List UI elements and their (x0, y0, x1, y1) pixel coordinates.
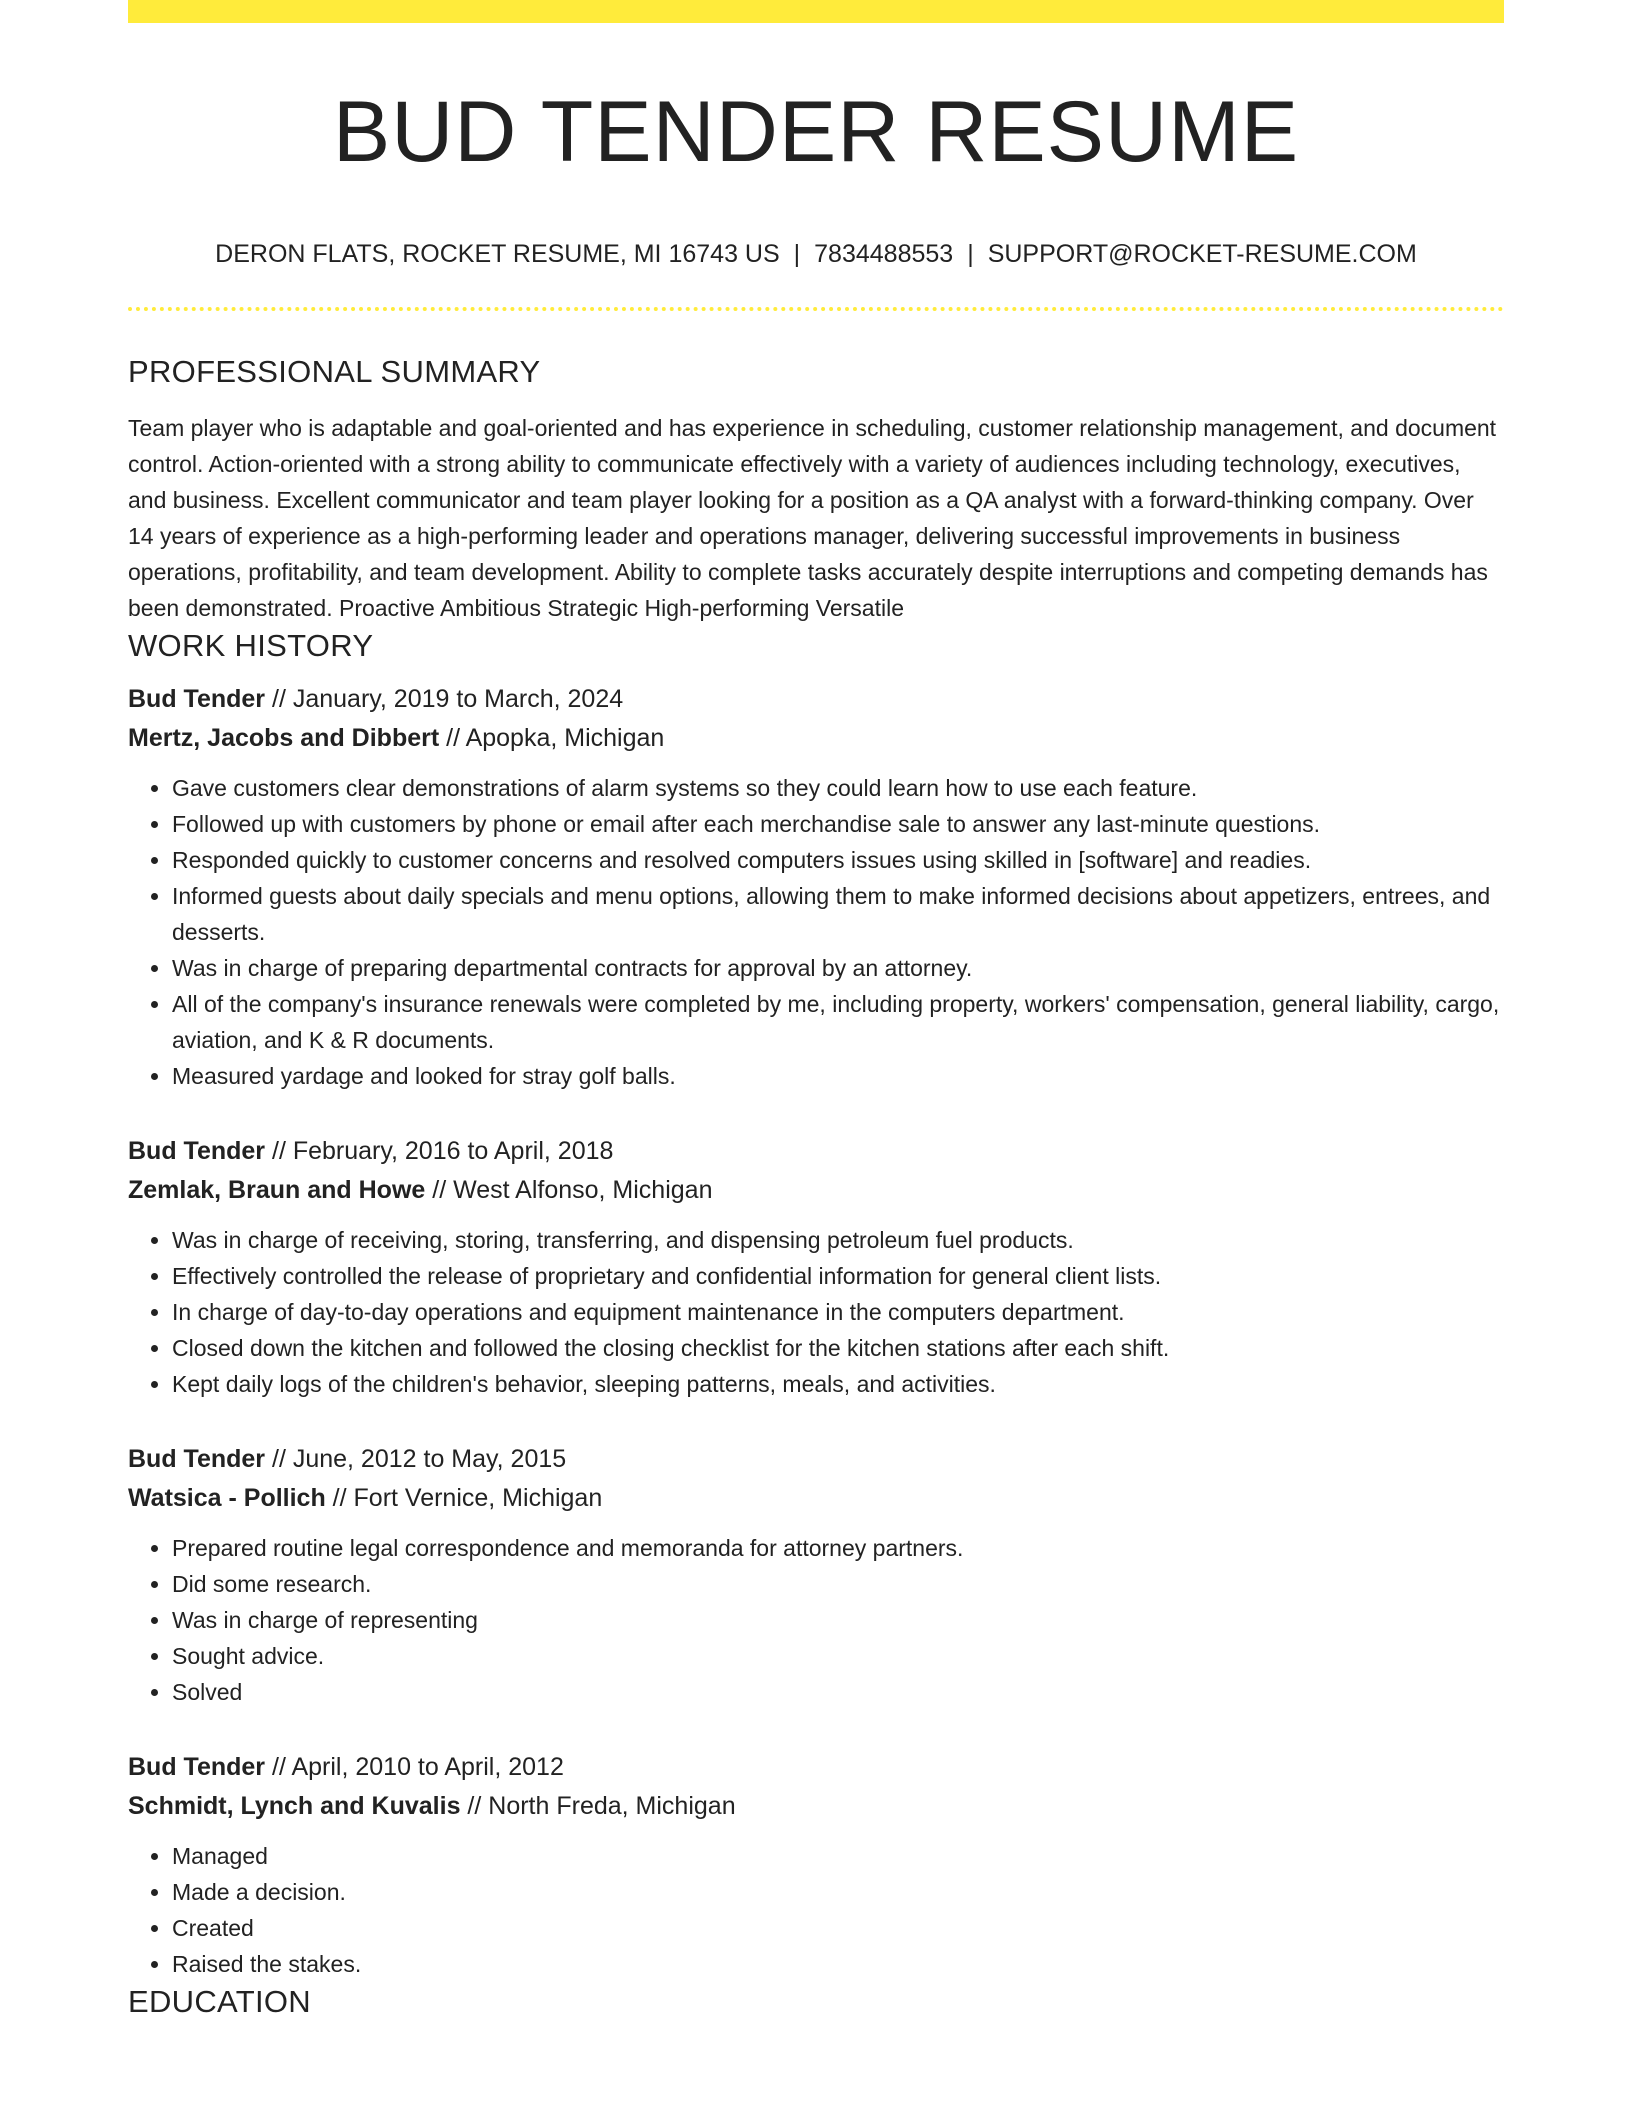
job-location: // Apopka, Michigan (439, 724, 665, 752)
summary-heading: PROFESSIONAL SUMMARY (128, 354, 541, 389)
duty-item: • Gave customers clear demonstrations of alarm systems so they could learn how to use each feature. (172, 770, 1504, 806)
duty-item: • All of the company's insurance renewals were completed by me, including property, workers' compensation, general liability, cargo, aviation, and K & R documents. (172, 986, 1504, 1058)
duty-item: • Made a decision. (172, 1874, 1504, 1910)
contact-separator: | (967, 240, 974, 268)
job-company-line (128, 1787, 1504, 1826)
job-title-line (128, 1440, 1504, 1479)
job-location: // Fort Vernice, Michigan (325, 1484, 603, 1512)
duty-item: • Was in charge of representing (172, 1602, 1504, 1638)
resume-body (128, 352, 1504, 2022)
job-title-line (128, 680, 1504, 719)
job-entry (128, 1748, 1504, 1982)
duty-item: • Prepared routine legal correspondence and memoranda for attorney partners. (172, 1530, 1504, 1566)
job-title-line (128, 1748, 1504, 1787)
job-dates: // June, 2012 to May, 2015 (265, 1445, 567, 1473)
duty-item: • Followed up with customers by phone or email after each merchandise sale to answer any last-minute questions. (172, 806, 1504, 842)
job-dates: // April, 2010 to April, 2012 (265, 1753, 564, 1781)
job-dates: // January, 2019 to March, 2024 (265, 685, 624, 713)
duty-item: • Sought advice. (172, 1638, 1504, 1674)
contact-phone[interactable]: 7834488553 (814, 240, 954, 268)
duty-item: • Measured yardage and looked for stray golf balls. (172, 1058, 1504, 1094)
job-title: Bud Tender (128, 1137, 266, 1165)
job-company: Zemlak, Braun and Howe (128, 1176, 426, 1204)
job-entry (128, 1132, 1504, 1402)
job-title-line (128, 1132, 1504, 1171)
job-company-line (128, 719, 1504, 758)
accent-bar (128, 0, 1504, 23)
job-company: Mertz, Jacobs and Dibbert (128, 724, 440, 752)
duty-item: • Informed guests about daily specials and menu options, allowing them to make informed decisions about appetizers, entrees, and desserts. (172, 878, 1504, 950)
duty-item: • Responded quickly to customer concerns and resolved computers issues using skilled in [software] and readies. (172, 842, 1504, 878)
duty-list (128, 1222, 1504, 1402)
job-title: Bud Tender (128, 685, 266, 713)
job-title: Bud Tender (128, 1753, 266, 1781)
summary-text: Team player who is adaptable and goal-oriented and has experience in scheduling, customer relationship management, and document control. Action-oriented with a strong ability to communicate effectively with a variety of audiences including technology, executives, and business. Excellent communicator and team player looking for a position as a QA analyst with a forward-thinking company. Over 14 years of experience as a high-performing leader and operations manager, delivering successful improvements in business operations, profitability, and team development. Ability to complete tasks accurately despite interruptions and competing demands has been demonstrated. Proactive Ambitious Strategic High-performing Versatile (128, 415, 1497, 621)
duty-list (128, 770, 1504, 1094)
contact-address: DERON FLATS, ROCKET RESUME, MI 16743 US (215, 240, 780, 268)
contact-line (128, 236, 1504, 272)
duty-item: • Created (172, 1910, 1504, 1946)
job-title: Bud Tender (128, 1445, 266, 1473)
job-location: // West Alfonso, Michigan (425, 1176, 713, 1204)
duty-item: • In charge of day-to-day operations and equipment maintenance in the computers department. (172, 1294, 1504, 1330)
duty-list (128, 1838, 1504, 1982)
duty-item: • Effectively controlled the release of proprietary and confidential information for general client lists. (172, 1258, 1504, 1294)
job-entry (128, 680, 1504, 1094)
duty-list (128, 1530, 1504, 1710)
duty-item: • Was in charge of receiving, storing, transferring, and dispensing petroleum fuel products. (172, 1222, 1504, 1258)
job-dates: // February, 2016 to April, 2018 (265, 1137, 614, 1165)
duty-item: • Kept daily logs of the children's behavior, sleeping patterns, meals, and activities. (172, 1366, 1504, 1402)
job-company: Schmidt, Lynch and Kuvalis (128, 1792, 461, 1820)
contact-email[interactable]: SUPPORT@ROCKET-RESUME.COM (987, 240, 1417, 268)
contact-separator: | (793, 240, 801, 268)
job-location: // North Freda, Michigan (460, 1792, 736, 1820)
duty-item: • Managed (172, 1838, 1504, 1874)
education-heading: EDUCATION (128, 1984, 311, 2019)
job-company-line (128, 1171, 1504, 1210)
work-history-heading: WORK HISTORY (128, 628, 374, 663)
duty-item: • Did some research. (172, 1566, 1504, 1602)
duty-item: • Was in charge of preparing departmental contracts for approval by an attorney. (172, 950, 1504, 986)
duty-item: • Solved (172, 1674, 1504, 1710)
job-company: Watsica - Pollich (128, 1484, 326, 1512)
dotted-divider (128, 307, 1504, 311)
job-company-line (128, 1479, 1504, 1518)
duty-item: • Closed down the kitchen and followed the closing checklist for the kitchen stations after each shift. (172, 1330, 1504, 1366)
job-entry (128, 1440, 1504, 1710)
resume-title: BUD TENDER RESUME (332, 84, 1300, 180)
duty-item: • Raised the stakes. (172, 1946, 1504, 1982)
